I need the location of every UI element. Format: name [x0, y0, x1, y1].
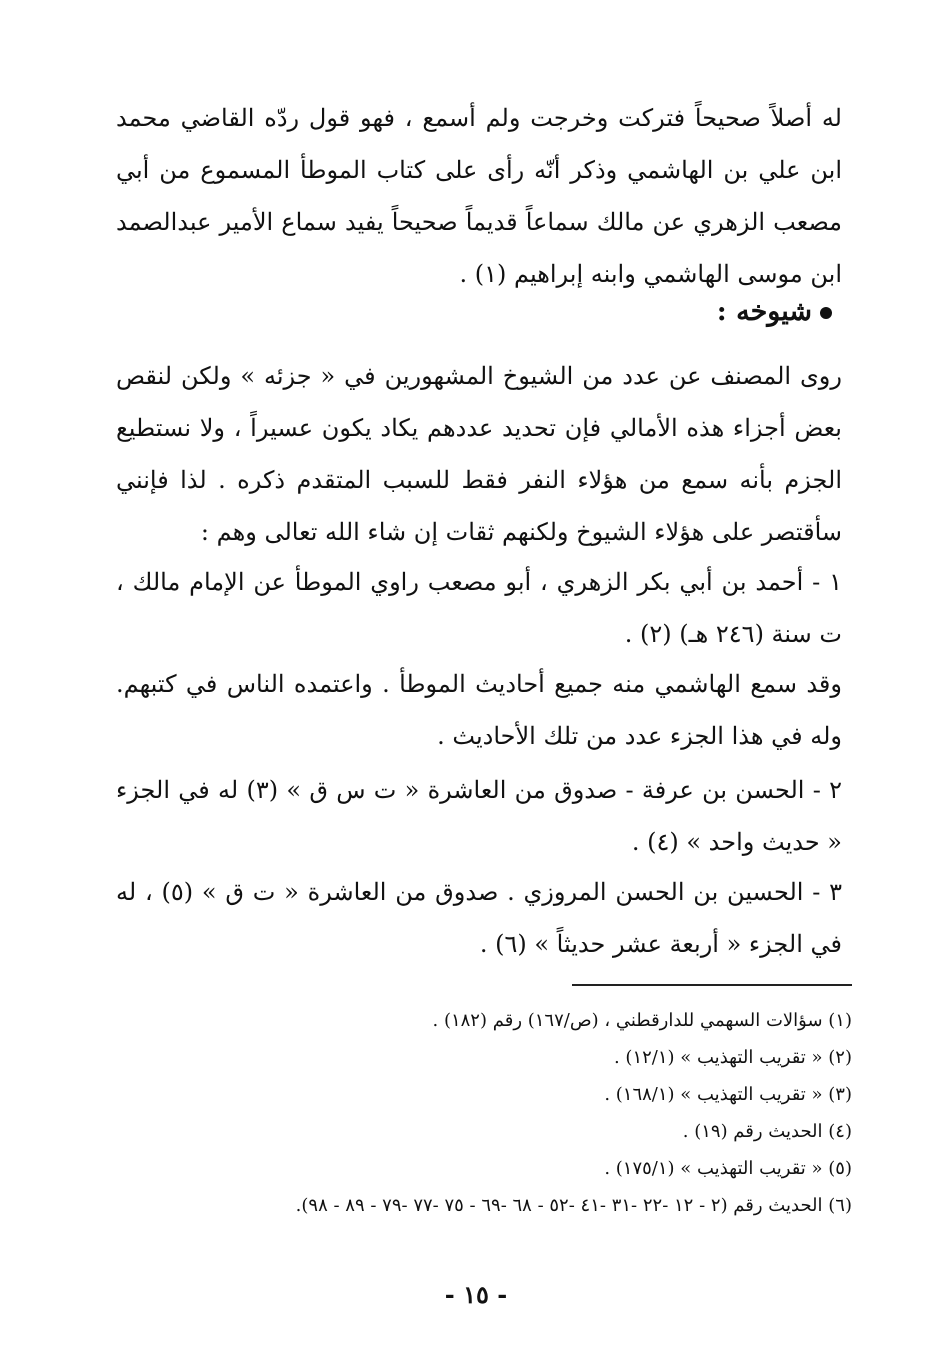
bullet-icon [820, 307, 832, 319]
intro-text: له أصلاً صحيحاً فتركت وخرجت ولم أسمع ، فهو قول ردّه القاضي محمد ابن علي بن الهاشمي وذكر أنّه رأى على كتاب الموطأ المسموع من أبي مصعب الزهري عن مالك سماعاً قديماً صحيحاً يفيد سماع الأمير عبدالصمد ابن موسى الهاشمي وابنه إبراهيم (١) . [116, 104, 842, 288]
footnotes [110, 1002, 852, 1224]
footnote: (٦) الحديث رقم (٢ - ١٢ -٢٢ -٣١ -٤١ -٥٢ - ٦٨ -٦٩ - ٧٥ -٧٧ -٧٩ - ٨٩ - ٩٨). [295, 1195, 852, 1216]
footnote: (٥) « تقريب التهذيب » (١٧٥/١) . [604, 1158, 852, 1179]
footnote-divider [572, 984, 852, 986]
list-item [116, 866, 842, 970]
list-item-note [116, 658, 842, 762]
footnote: (١) سؤالات السهمي للدارقطني ، (ص/١٦٧) رقم (١٨٢) . [432, 1010, 852, 1031]
section-intro-paragraph [116, 350, 842, 558]
footnote: (٢) « تقريب التهذيب » (١٢/١) . [613, 1047, 852, 1068]
section-heading-text: شيوخه : [716, 296, 812, 327]
footnote: (٣) « تقريب التهذيب » (١٦٨/١) . [604, 1084, 852, 1105]
section-heading [717, 290, 832, 334]
intro-paragraph [116, 92, 842, 300]
section-intro-text: روى المصنف عن عدد من الشيوخ المشهورين في « جزئه » ولكن لنقص بعض أجزاء هذه الأمالي فإن تحديد عددهم يكاد يكون عسيراً ، ولا نستطيع الجزم بأنه سمع من هؤلاء النفر فقط للسبب المتقدم ذكره . لذا فإنني سأقتصر على هؤلاء الشيوخ ولكنهم ثقات إن شاء الله تعالى وهم : [116, 362, 842, 546]
list-item-text: ٣ - الحسين بن الحسن المروزي . صدوق من العاشرة « ت ق » (٥) ، له في الجزء « أربعة عشر حديثاً » (٦) . [116, 878, 843, 958]
list-item [116, 556, 842, 660]
page-number: - ١٥ - [444, 1280, 508, 1309]
list-item [116, 764, 842, 868]
list-item-note-text: وقد سمع الهاشمي منه جميع أحاديث الموطأ . واعتمده الناس في كتبهم. وله في هذا الجزء عدد من تلك الأحاديث . [116, 670, 842, 750]
list-item-text: ٢ - الحسن بن عرفة - صدوق من العاشرة « ت س ق » (٣) له في الجزء « حديث واحد » (٤) . [116, 776, 842, 856]
footnote: (٤) الحديث رقم (١٩) . [682, 1121, 852, 1142]
list-item-text: ١ - أحمد بن أبي بكر الزهري ، أبو مصعب راوي الموطأ عن الإمام مالك ، ت سنة (٢٤٦ هـ) (٢) . [116, 568, 842, 648]
